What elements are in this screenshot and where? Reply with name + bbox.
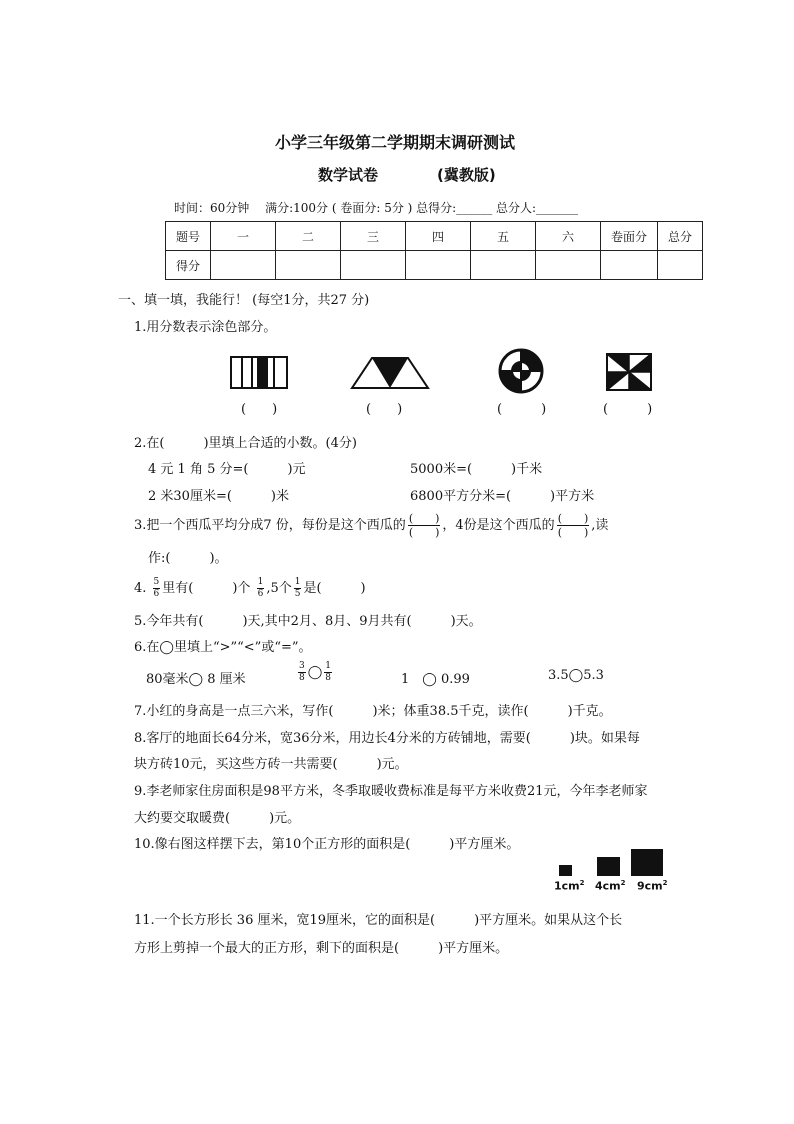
table-cell: 得分: [166, 251, 211, 280]
table-cell: 四: [406, 222, 471, 251]
question-10-text: 10.像右图这样摆下去，第10个正方形的面积是( )平方厘米。: [134, 837, 520, 852]
fraction-numerator: 1: [294, 577, 301, 587]
table-cell: 六: [536, 222, 601, 251]
score-input-cell[interactable]: [658, 251, 703, 280]
answer-blank[interactable]: ( ): [241, 402, 278, 417]
question-3-part3: ,读: [591, 518, 609, 533]
fraction-denominator: 6: [153, 589, 160, 599]
question-3-part2: ，4份是这个西瓜的: [442, 518, 555, 533]
fraction: [153, 578, 161, 599]
question-4: [134, 577, 366, 599]
question-6b: [296, 662, 334, 683]
fraction-denominator: 8: [325, 673, 332, 683]
question-11-line2: 方形上剪掉一个最大的正方形，剩下的面积是( )平方厘米。: [134, 941, 509, 956]
exam-subtitle: 数学试卷: [318, 166, 379, 184]
question-7: 7.小红的身高是一点三六米，写作( )米；体重38.5千克，读作( )千克。: [134, 704, 612, 719]
table-cell: 题号: [166, 222, 211, 251]
fraction-blank[interactable]: [408, 513, 441, 538]
fraction: [257, 578, 265, 599]
question-6c: 1 ◯ 0.99: [401, 672, 470, 687]
question-9-line2: 大约要交取暖费( )元。: [134, 811, 301, 826]
question-8-line2: 块方砖10元，买这些方砖一共需要( )元。: [134, 757, 408, 772]
question-2d: 6800平方分米=( )平方米: [410, 489, 595, 504]
fraction: [298, 662, 306, 683]
section-heading: 一、填一填，我能行！ (每空1分，共27 分): [118, 293, 370, 308]
square-triangles-figure: [606, 353, 652, 391]
question-6-text: 6.在◯里填上“>”“<”或“=”。: [134, 640, 312, 655]
square-9cm: [631, 849, 663, 876]
table-row: [166, 222, 703, 251]
score-input-cell[interactable]: [471, 251, 536, 280]
exam-info-line: 时间：60分钟 满分:100分 ( 卷面分: 5分 ) 总得分:______ 总分人:_______: [174, 201, 579, 215]
fraction-numerator: ( ): [557, 512, 589, 525]
table-cell: 二: [276, 222, 341, 251]
question-11-line1: 11.一个长方形长 36 厘米，宽19厘米，它的面积是( )平方厘米。如果从这个长: [134, 913, 623, 928]
square-label: [554, 879, 585, 893]
exam-title: 小学三年级第二学期期末调研测试: [275, 133, 516, 152]
fraction-denominator: 6: [257, 589, 264, 599]
square-label-sup: 2: [620, 879, 626, 887]
question-8-line1: 8.客厅的地面长64分米，宽36分米，用边长4分米的方砖铺地，需要( )块。如果每: [134, 731, 640, 746]
fraction-numerator: 1: [257, 577, 264, 587]
score-input-cell[interactable]: [601, 251, 658, 280]
square-label-text: 9cm: [637, 879, 663, 893]
question-2b: 5000米=( )千米: [410, 462, 543, 477]
square-4cm: [597, 857, 620, 876]
square-label-sup: 2: [579, 879, 585, 887]
answer-blank[interactable]: ( ): [603, 402, 653, 417]
fraction: [294, 578, 302, 599]
table-cell: 五: [471, 222, 536, 251]
question-4-text3: 是( ): [303, 581, 366, 596]
square-label: [595, 879, 626, 893]
fraction-denominator: 8: [299, 673, 305, 683]
question-2-text: 2.在( )里填上合适的小数。(4分): [134, 436, 357, 451]
question-1-text: 1.用分数表示涂色部分。: [134, 320, 277, 335]
score-input-cell[interactable]: [406, 251, 471, 280]
fraction-numerator: 1: [325, 661, 332, 671]
question-6d: 3.5◯5.3: [548, 668, 604, 683]
striped-rectangle-figure: [230, 356, 288, 389]
question-4-number: 4.: [134, 581, 147, 596]
square-1cm: [559, 865, 572, 876]
fraction-denominator: 5: [294, 589, 301, 599]
score-input-cell[interactable]: [341, 251, 406, 280]
table-row: [166, 251, 703, 280]
question-3-part1: 3.把一个西瓜平均分成7 份，每份是这个西瓜的: [134, 518, 406, 533]
trapezoid-figure: [350, 356, 430, 390]
fraction-numerator: 5: [153, 577, 160, 587]
circle-figure: [498, 348, 544, 394]
question-2a: 4 元 1 角 5 分=( )元: [148, 462, 306, 477]
question-3-line2: 作:( )。: [148, 551, 228, 566]
score-table: [165, 221, 703, 280]
question-6a: 80毫米◯ 8 厘米: [146, 672, 246, 687]
fraction-blank[interactable]: [557, 513, 590, 538]
square-label: [637, 879, 668, 893]
table-cell: 一: [211, 222, 276, 251]
compare-circle[interactable]: ◯: [307, 665, 323, 680]
question-3-line1: [134, 513, 608, 538]
fraction-numerator: ( ): [408, 512, 440, 525]
score-input-cell[interactable]: [276, 251, 341, 280]
square-label-text: 1cm: [554, 879, 580, 893]
fraction: [324, 662, 332, 683]
fraction-denominator: ( ): [557, 526, 589, 539]
question-4-text1: 里有( )个: [162, 581, 251, 596]
table-cell: 三: [341, 222, 406, 251]
exam-edition: (冀教版): [437, 166, 496, 184]
fraction-denominator: ( ): [408, 526, 440, 539]
answer-blank[interactable]: ( ): [366, 402, 403, 417]
question-2c: 2 米30厘米=( )米: [148, 489, 289, 504]
fraction-numerator: 3: [299, 661, 305, 671]
question-5: 5.今年共有( )天,其中2月、8月、9月共有( )天。: [134, 614, 482, 629]
question-4-text2: ,5个: [266, 581, 292, 596]
score-input-cell[interactable]: [536, 251, 601, 280]
table-cell: 总分: [658, 222, 703, 251]
question-9-line1: 9.李老师家住房面积是98平方米，冬季取暖收费标准是每平方米收费21元，今年李老师家: [134, 784, 648, 799]
score-input-cell[interactable]: [211, 251, 276, 280]
square-label-sup: 2: [662, 879, 668, 887]
table-cell: 卷面分: [601, 222, 658, 251]
answer-blank[interactable]: ( ): [497, 402, 547, 417]
square-label-text: 4cm: [595, 879, 621, 893]
